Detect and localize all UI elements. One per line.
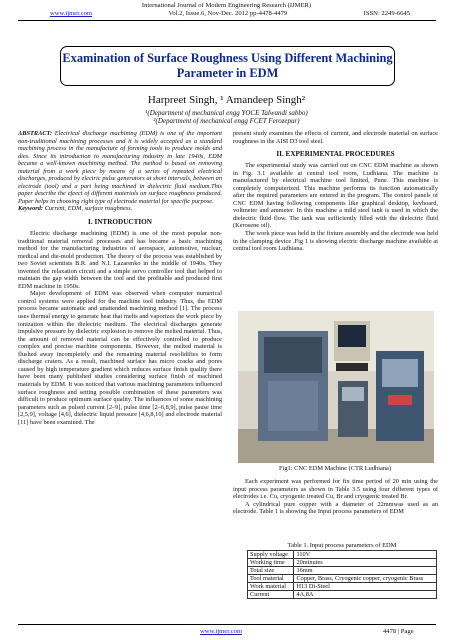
table-row	[248, 583, 437, 591]
keyword-label: Keyword:	[18, 205, 44, 213]
title-box	[60, 46, 395, 86]
parameters-table	[247, 550, 437, 599]
experimental-paragraph-3: Each experiment was performed for fix time period of 20 min using the input process parameters as shown in Table 3.5 using four different types of electrodes i.e. Cu, cryogenic treated Cu, Br and cryogenic treated Br.	[233, 478, 438, 501]
table-cell: Working time	[248, 559, 294, 567]
header-meta-row	[50, 10, 410, 18]
table-cell: Supply voltage	[248, 551, 294, 559]
table-row	[248, 567, 437, 575]
journal-header: International Journal of Modern Engineering Research (IJMER)	[141, 2, 312, 9]
table-cell: Total size	[248, 567, 294, 575]
table-cell: Work material	[248, 583, 294, 591]
experimental-heading: II. EXPERIMENTAL PROCEDURES	[276, 150, 395, 159]
table-cell: Copper, Brass, Cryogenic copper, cryogenic Brass	[294, 575, 437, 583]
figure-caption: Fig1: CNC EDM Machine (CTR Ludhiana)	[278, 465, 391, 472]
footer-url-link[interactable]: www.ijmer.com	[200, 628, 243, 635]
right-column-lower	[233, 478, 438, 516]
right-paragraph-0: present study examines the effects of current, and electrode material on surface roughness in the AISI D3 tool steel.	[233, 130, 438, 145]
edm-machine-illustration	[238, 311, 434, 463]
table-row	[248, 575, 437, 583]
table-cell: 110V	[294, 551, 437, 559]
right-column	[233, 130, 438, 253]
table-cell: 16mm	[294, 567, 437, 575]
intro-paragraph-1: Electric discharge machining (EDM) is one of the most popular non-traditional material removal processes and has became a basic machining method for the manufacturing industries of aerospace, automotive, nuclear, medical and die-mold production. The theory of the process was established by two Soviet scientists B.R. and N.I. Lazarenko in the middle of 1940s. They invented the relaxation circuit and a simple servo controller tool that helped to maintain the gap width between the tool and the profitable and produced first EDM machine in 1950s.	[18, 230, 222, 290]
edm-machine-photo	[238, 311, 434, 463]
authors: Harpreet Singh, ¹ Amandeep Singh²	[147, 94, 306, 106]
intro-paragraph-2: Major development of EDM was observed when computer numerical control systems were applied for the machine tool industry. Thus, the EDM process became automatic and unattended machining method [1]. The process uses thermal energy to generate heat that melts and vaporizes the work piece by ionization within the dielectric medium. The electrical discharges generate impulsive pressure by dielectric explosion to remove the melted material. Thus, the amount of removed material can be effectively controlled to produce complex and precise machine components. However, the melted material is flushed away incompletely and the remaining material resolidifies to form discharge craters. As a result, machined surface has micro cracks and pores caused by high temperature gradient which reduces surface finish quality there have been many published studies considering surface finish of machined materials by EDM. It was noticed that various machining parameters influenced surface roughness and setting possible combination of these parameters was difficult to produce optimum surface quality. The influences of some machining parameters such as pulsed current [2–9], pulse time [2–6,8,9], pulse pause time [2,5,9], voltage [4,6], dielectric liquid pressure [4,6,8,10] and electrode material [11] have been examined. The	[18, 290, 222, 426]
table-cell: Current	[248, 591, 294, 599]
table-row	[248, 591, 437, 599]
footer-rule	[18, 624, 436, 625]
keywords	[18, 205, 222, 213]
left-column	[18, 130, 222, 426]
page-number: 4478 | Page	[383, 628, 414, 635]
intro-heading: I. INTRODUCTION	[88, 218, 152, 227]
table-cell: 20minutes	[294, 559, 437, 567]
abstract	[18, 130, 222, 205]
table-row	[248, 559, 437, 567]
table-caption: Table 1. Input process parameters of EDM	[287, 542, 397, 549]
header-url-link[interactable]: www.ijmer.com	[50, 10, 93, 17]
affiliation-2: ²(Department of mechanical engg FCET Ferozepur)	[153, 117, 300, 125]
experimental-paragraph-4: A cylindrical pure copper with a diameter of 22mmwas used as an electrode. Table 1 is showing the Input process parameters of EDM	[233, 500, 438, 516]
header-issn: ISSN: 2249-6645	[363, 10, 410, 17]
abstract-label: ABSTRACT:	[18, 130, 53, 137]
paper-title: Examination of Surface Roughness Using Different Machining Parameter in EDM	[62, 51, 393, 80]
abstract-text: Electrical discharge machining (EDM) is one of the important non-traditional machining processes and it is widely accepted as a standard machining process in the manufacture of forming tools to produce molds and dies. Since its introduction to manufacturing industry in late 1940s, EDM became a well-known machining method. The method is based on removing material from a work piece by means of a series of repeated electrical discharges, produced by electric pulse generators at short intervals, between an electrode (tool) and a part being machined in dielectric fluid medium.This paper describe the efeect of different materials on surface roughness produced. Paper helps in choosing right type of electrode material for specific purpose.	[18, 130, 222, 205]
table-cell: H13 Di-Steel	[294, 583, 437, 591]
table-cell: Tool material	[248, 575, 294, 583]
header-rule	[18, 20, 436, 21]
keyword-text: Current, EDM, surface roughness.	[44, 205, 133, 213]
table-row	[248, 551, 437, 559]
experimental-paragraph-1: The experimental study was carried out on CNC EDM machine as shown in Fig. 3.1 available at central tool room, Ludhiana. The machine is manufactured by electrical machine tool limited, Pune. This machine is completely computerized. This machine performs its function automatically after the required parameters are entered in the program. The control panels of CNC EDM having following components like graphical desktop, keyboard, voltmeter and ammeter. In this machine a mild steel tank is used in which the dielectric fluid flow. The tank was sufficiently filled with the dielectric fluid (Kerosene oil).	[233, 162, 438, 230]
affiliation-1: ¹(Department of mechanical engg YOCE Talwandi sabbo)	[145, 109, 308, 117]
table-cell: 4A,8A	[294, 591, 437, 599]
experimental-paragraph-2: The work piece was held in the fixture assembly and the electrode was held in the clamping device .Fig 1 is showing electric discharge machine available at central tool room Ludhiana.	[233, 230, 438, 253]
header-volume: Vol.2, Issue.6, Nov-Dec. 2012 pp-4478-4479	[168, 10, 288, 17]
